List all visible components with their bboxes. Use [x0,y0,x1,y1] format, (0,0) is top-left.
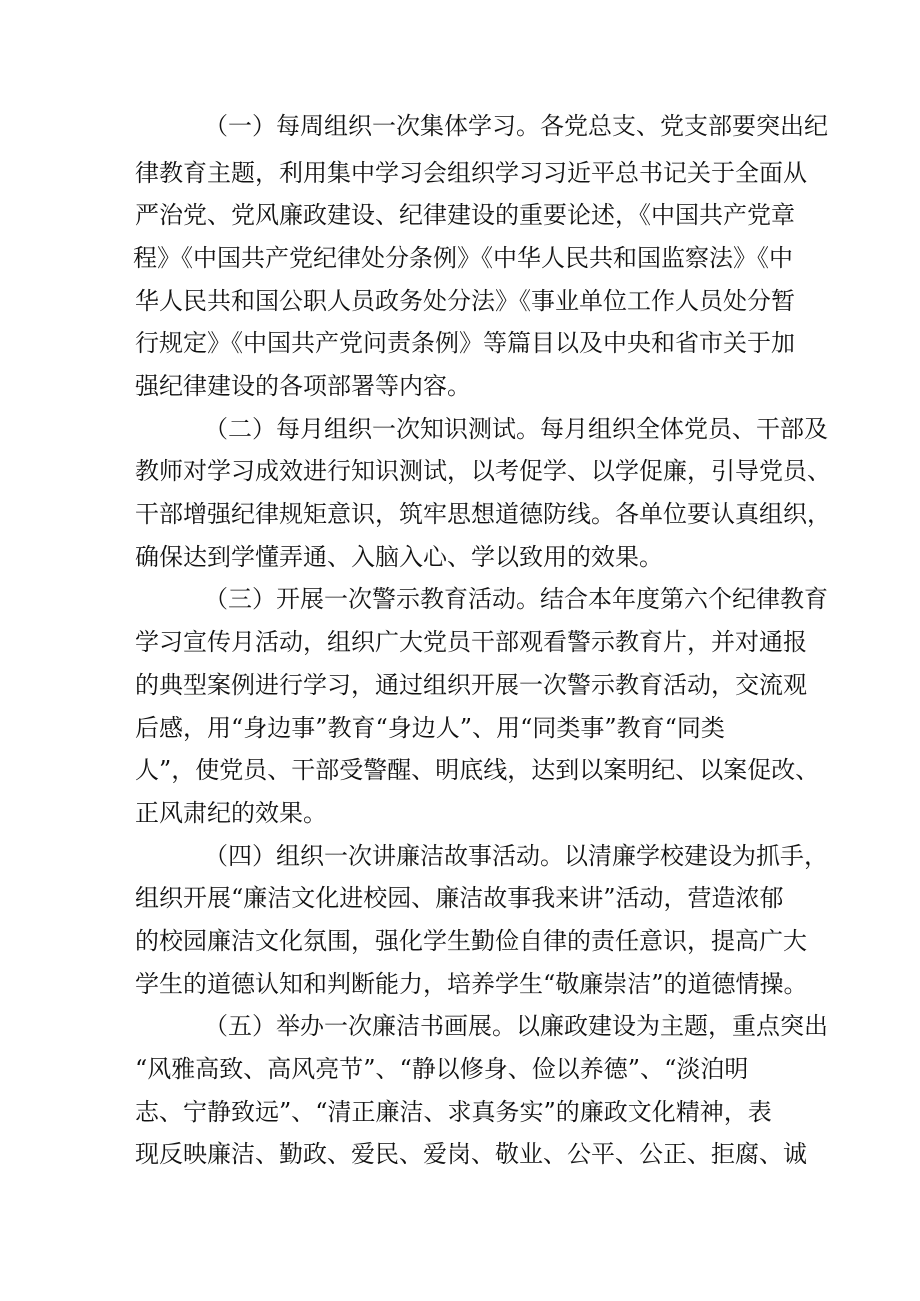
text-line: 强纪律建设的各项部署等内容。 [135,372,471,400]
text-line: “风雅高致、高风亮节”、“静以修身、俭以养德”、“淡泊明 [135,1055,749,1083]
text-line: 学生的道德认知和判断能力，培养学生“敬廉崇洁”的道德情操。 [135,970,808,998]
text-line: 的典型案例进行学习，通过组织开展一次警示教育活动，交流观 [135,671,807,699]
text-line: 确保达到学懂弄通、入脑入心、学以致用的效果。 [135,543,663,571]
text-line: 的校园廉洁文化氛围，强化学生勤俭自律的责任意识，提高广大 [135,927,807,955]
text-line: 后感，用“身边事”教育“身边人”、用“同类事”教育“同类 [135,714,725,742]
text-line: 学习宣传月活动，组织广大党员干部观看警示教育片，并对通报 [135,628,807,656]
section-3-heading-line: （三）开展一次警示教育活动。结合本年度第六个纪律教育 [204,585,828,613]
text-line: 干部增强纪律规矩意识，筑牢思想道德防线。各单位要认真组织， [135,500,831,528]
section-5-heading-line: （五）举办一次廉洁书画展。以廉政建设为主题，重点突出 [204,1012,828,1040]
text-line: 现反映廉洁、勤政、爱民、爱岗、敬业、公平、公正、拒腐、诚 [135,1140,807,1168]
text-line: 严治党、党风廉政建设、纪律建设的重要论述，《中国共产党章 [135,201,795,229]
text-line: 行规定》《中国共产党问责条例》等篇目以及中央和省市关于加 [135,329,795,357]
text-line: 正风肃纪的效果。 [135,799,327,827]
text-line: 律教育主题，利用集中学习会组织学习习近平总书记关于全面从 [135,159,807,187]
text-line: 志、宁静致远”、“清正廉洁、求真务实”的廉政文化精神，表 [135,1098,772,1126]
text-line: 华人民共和国公职人员政务处分法》《事业单位工作人员处分暂 [135,287,795,315]
text-line: 程》《中国共产党纪律处分条例》《中华人民共和国监察法》《中 [133,244,793,272]
text-line: 教师对学习成效进行知识测试，以考促学、以学促廉，引导党员、 [135,457,831,485]
text-line: 人”，使党员、干部受警醒、明底线，达到以案明纪、以案促改、 [135,756,820,784]
section-4-heading-line: （四）组织一次讲廉洁故事活动。以清廉学校建设为抓手， [204,842,828,870]
section-2-heading-line: （二）每月组织一次知识测试。每月组织全体党员、干部及 [204,415,828,443]
text-line: 组织开展“廉洁文化进校园、廉洁故事我来讲”活动，营造浓郁 [135,884,784,912]
section-1-heading-line: （一）每周组织一次集体学习。各党总支、党支部要突出纪 [204,112,828,140]
